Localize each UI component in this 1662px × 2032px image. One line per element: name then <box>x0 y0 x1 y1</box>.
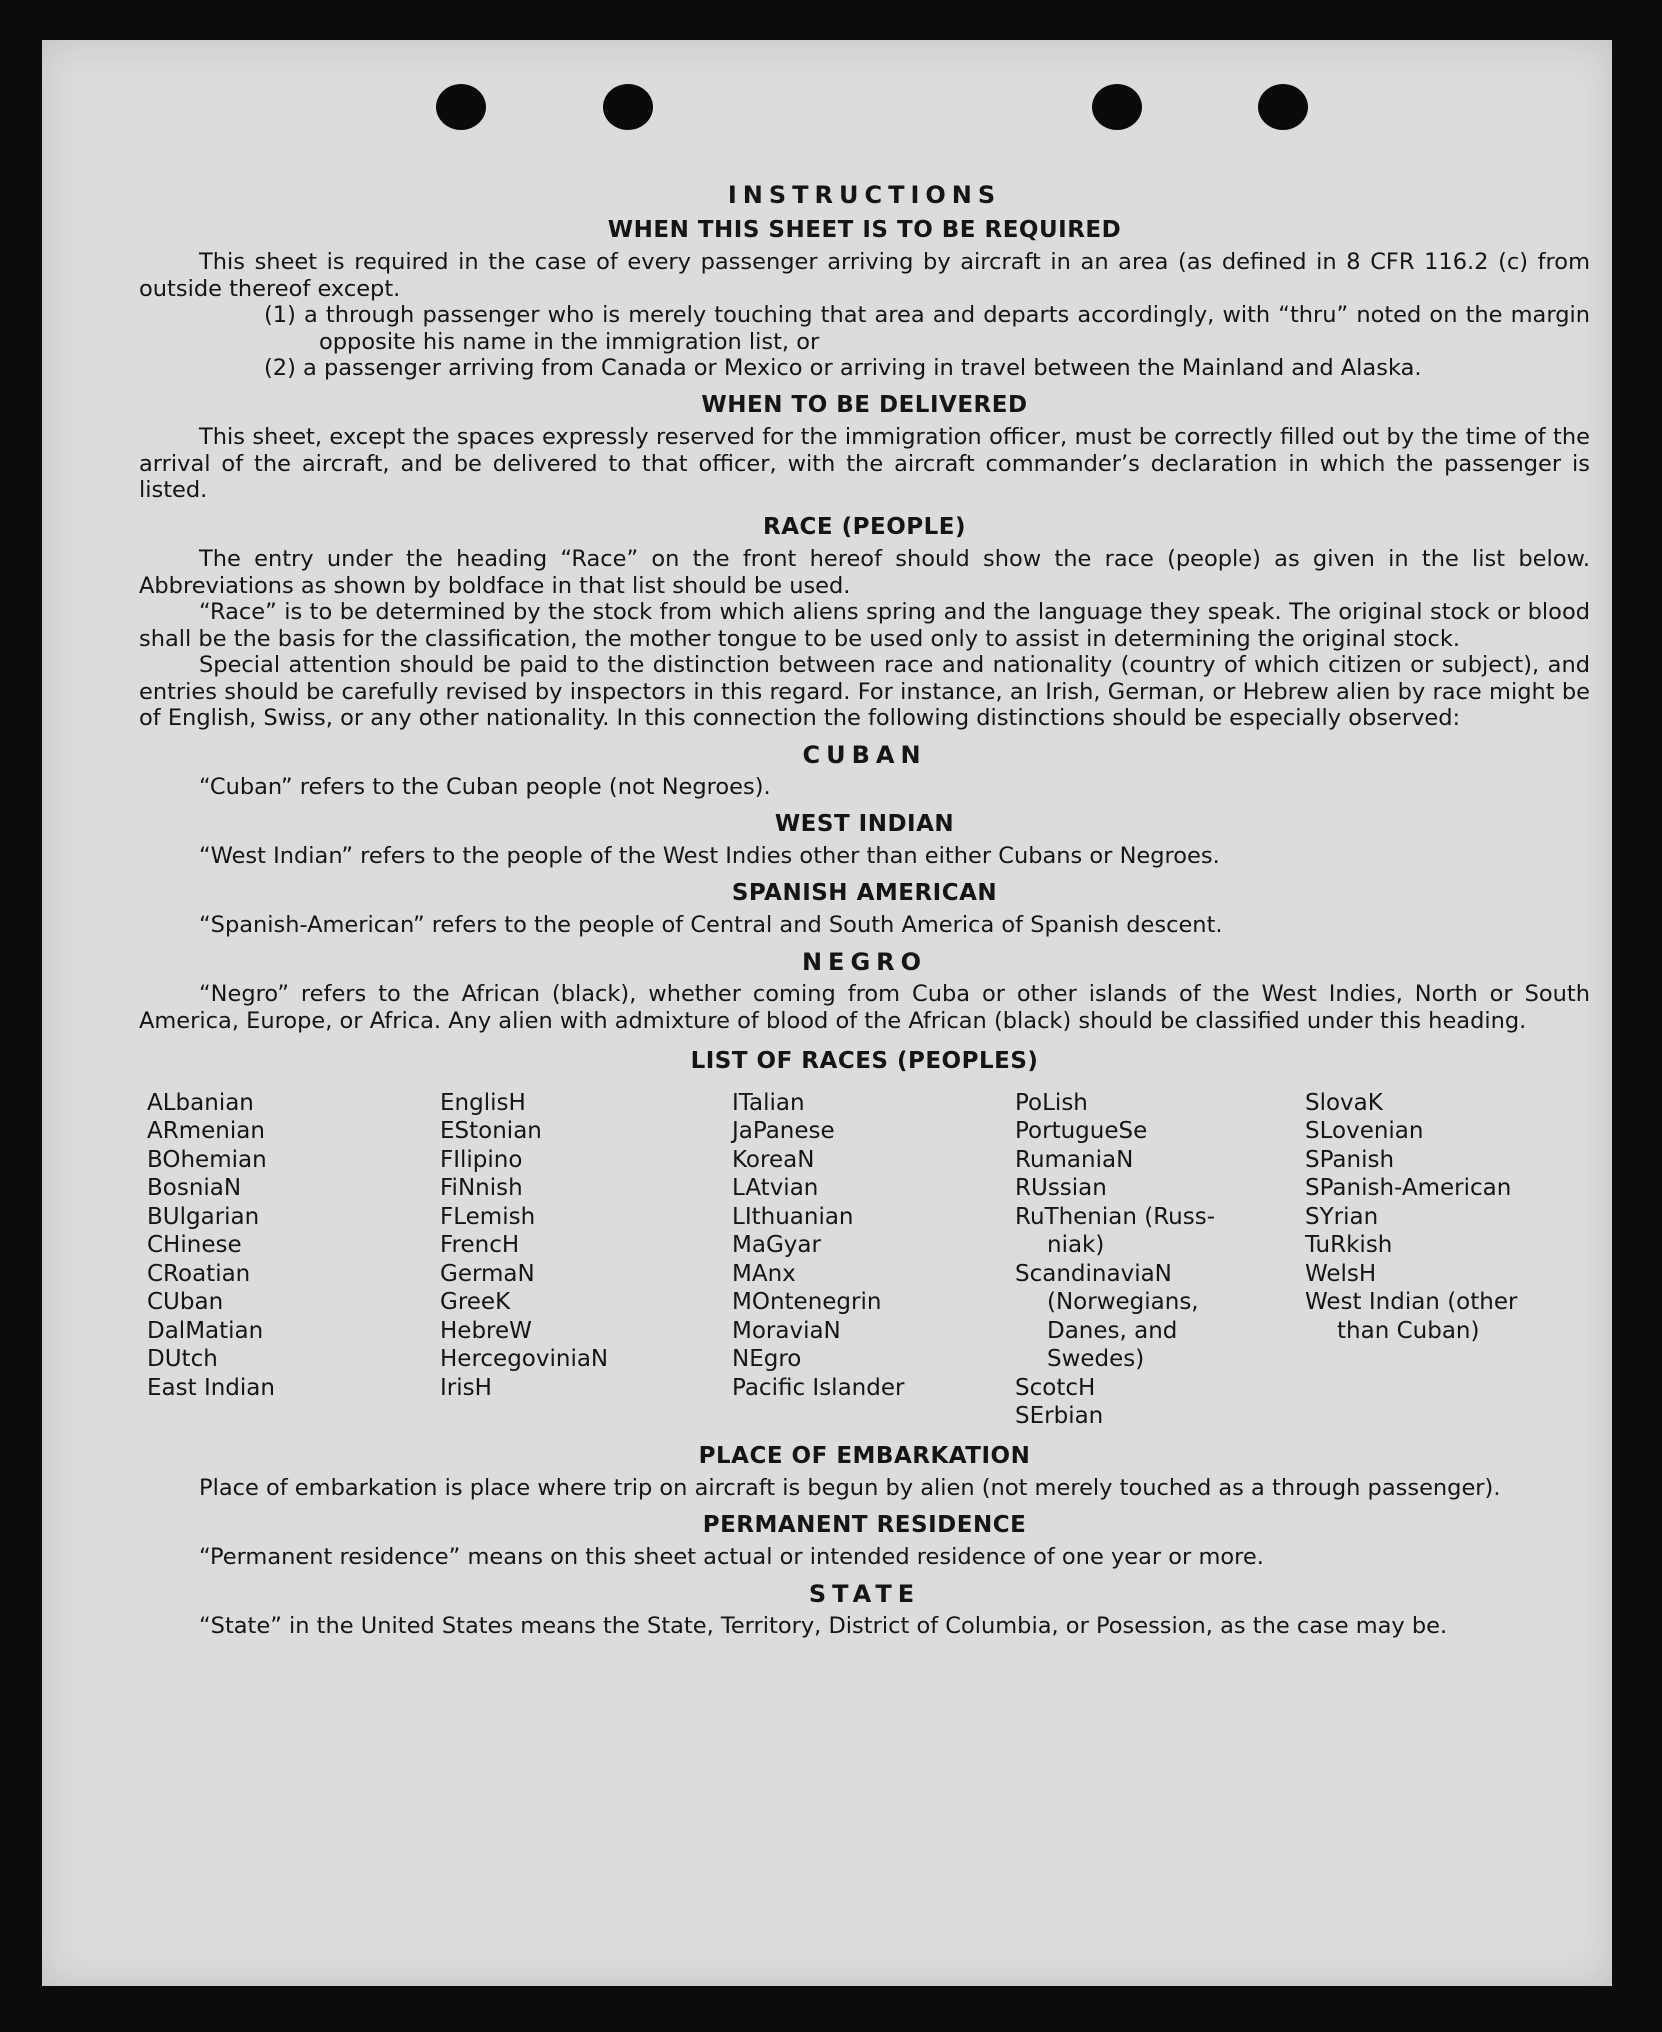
section-heading: WHEN THIS SHEET IS TO BE REQUIRED <box>607 216 1122 243</box>
race-entry: BOhemian <box>147 1146 267 1173</box>
section-west-indian <box>139 811 1590 870</box>
race-entry: DUtch <box>147 1346 218 1372</box>
punch-hole <box>1092 84 1142 130</box>
race-entry: FrencH <box>440 1232 520 1258</box>
section-list-of-races <box>139 1048 1590 1431</box>
race-column <box>147 1089 440 1431</box>
race-column <box>1015 1089 1305 1431</box>
race-entry: RumaniaN <box>1015 1146 1134 1173</box>
race-entry: HercegoviniaN <box>440 1346 609 1372</box>
race-entry: ITalian <box>732 1089 805 1116</box>
race-entry: MoraviaN <box>732 1317 841 1344</box>
paragraph: “Negro” refers to the African (black), whether coming from Cuba or other islands of the West Indies, North or South America, Europe, or Africa. Any alien with admixture of blood of the African (black) should be classified under this heading. <box>139 981 1590 1034</box>
paragraph: The entry under the heading “Race” on the front hereof should show the race (people) as given in the list below. Abbreviations as shown by boldface in that list should be used. <box>139 546 1590 599</box>
paragraph: Special attention should be paid to the distinction between race and nationality (country of which citizen or subject), and entries should be carefully revised by inspectors in this regard. For instance, an Irish, German, or Hebrew alien by race might be of English, Swiss, or any other nationality. In this connection the following distinctions should be especially observed: <box>139 652 1590 731</box>
paragraph: “Permanent residence” means on this sheet actual or intended residence of one year or more. <box>199 1544 1264 1570</box>
section-spanish-american <box>139 880 1590 939</box>
race-entry: Swedes) <box>1047 1346 1145 1372</box>
section-place-of-embarkation <box>139 1443 1590 1502</box>
race-entry: East Indian <box>147 1374 275 1401</box>
race-entry: CUban <box>147 1289 224 1315</box>
race-entry: FIlipino <box>440 1146 523 1173</box>
race-entry: SPanish-American <box>1305 1175 1512 1201</box>
section-heading: RACE (PEOPLE) <box>763 513 966 540</box>
race-entry: NEgro <box>732 1346 802 1372</box>
race-entry: HebreW <box>440 1317 532 1344</box>
paragraph: This sheet, except the spaces expressly reserved for the immigration officer, must be correctly filled out by the time of the arrival of the aircraft, and be delivered to that officer, with the aircraft commander’s declaration in which the passenger is listed. <box>139 424 1590 503</box>
race-entry: ALbanian <box>147 1089 254 1116</box>
section-cuban <box>139 742 1590 801</box>
race-entry: FLemish <box>440 1203 536 1230</box>
race-entry: West Indian (other <box>1305 1289 1518 1315</box>
section-when-delivered <box>139 392 1590 504</box>
race-entry: SPanish <box>1305 1146 1395 1173</box>
race-list <box>147 1089 1590 1431</box>
section-negro <box>139 949 1590 1035</box>
race-entry: MOntenegrin <box>732 1289 882 1315</box>
race-entry: SLovenian <box>1305 1118 1424 1144</box>
race-entry: ScotcH <box>1015 1374 1096 1401</box>
race-entry: TuRkish <box>1305 1232 1393 1258</box>
section-heading: CUBAN <box>802 740 927 769</box>
race-entry: PortugueSe <box>1015 1118 1148 1144</box>
paragraph: “State” in the United States means the State, Territory, District of Columbia, or Posession, as the case may be. <box>199 1613 1448 1639</box>
race-entry: PoLish <box>1015 1089 1088 1116</box>
paragraph: This sheet is required in the case of every passenger arriving by aircraft in an area (as defined in 8 CFR 116.2 (c) from outside thereof except. <box>139 249 1590 302</box>
race-entry: (Norwegians, <box>1047 1289 1199 1315</box>
section-state <box>139 1581 1590 1640</box>
section-heading: WEST INDIAN <box>774 810 955 837</box>
race-entry: ScandinaviaN <box>1015 1260 1172 1287</box>
race-entry: WelsH <box>1305 1260 1377 1287</box>
document-sheet <box>42 40 1612 1986</box>
section-heading: NEGRO <box>801 947 928 976</box>
paragraph: “Spanish-American” refers to the people of Central and South America of Spanish descent. <box>199 912 1223 938</box>
race-entry: than Cuban) <box>1337 1317 1480 1344</box>
race-entry: ARmenian <box>147 1118 265 1144</box>
race-entry: LAtvian <box>732 1175 819 1201</box>
race-entry: EnglisH <box>440 1089 526 1116</box>
race-entry: Danes, and <box>1047 1317 1178 1344</box>
section-heading: SPANISH AMERICAN <box>731 879 998 906</box>
race-entry: KoreaN <box>732 1146 815 1173</box>
race-entry: GermaN <box>440 1260 535 1287</box>
race-entry: CHinese <box>147 1232 242 1258</box>
paragraph: “West Indian” refers to the people of the West Indies other than either Cubans or Negroes. <box>199 843 1220 869</box>
punch-hole <box>603 84 653 130</box>
race-entry: RUssian <box>1015 1175 1107 1201</box>
paragraph: Place of embarkation is place where trip on aircraft is begun by alien (not merely touched as a through passenger). <box>199 1475 1501 1501</box>
paragraph: “Cuban” refers to the Cuban people (not Negroes). <box>199 774 771 800</box>
race-entry: EStonian <box>440 1118 542 1144</box>
race-entry: SErbian <box>1015 1403 1104 1429</box>
section-heading: STATE <box>808 1579 921 1608</box>
race-entry: MaGyar <box>732 1232 821 1258</box>
race-entry: IrisH <box>440 1374 492 1401</box>
section-heading: PLACE OF EMBARKATION <box>698 1442 1031 1469</box>
race-entry: RuThenian (Russ- <box>1015 1203 1216 1230</box>
section-heading: WHEN TO BE DELIVERED <box>701 391 1028 418</box>
race-entry: FiNnish <box>440 1175 523 1201</box>
race-column <box>732 1089 1015 1431</box>
race-entry: SYrian <box>1305 1203 1379 1230</box>
instructions-content <box>139 182 1590 1640</box>
page-title: INSTRUCTIONS <box>727 181 1002 209</box>
race-entry: SlovaK <box>1305 1089 1383 1116</box>
paragraph: “Race” is to be determined by the stock from which aliens spring and the language they speak. The original stock or blood shall be the basis for the classification, the mother tongue to be used only to assist in determining the original stock. <box>139 599 1590 652</box>
race-entry: niak) <box>1047 1232 1105 1258</box>
race-entry: GreeK <box>440 1289 511 1315</box>
section-race <box>139 514 1590 732</box>
punch-hole <box>436 84 486 130</box>
race-entry: MAnx <box>732 1260 796 1287</box>
section-when-required <box>139 217 1590 382</box>
race-entry: JaPanese <box>732 1118 835 1144</box>
race-entry: BosniaN <box>147 1175 242 1201</box>
race-entry: Pacific Islander <box>732 1374 905 1401</box>
race-column <box>440 1089 732 1431</box>
list-item: (2) a passenger arriving from Canada or Mexico or arriving in travel between the Mainland and Alaska. <box>264 355 1422 381</box>
race-entry: LIthuanian <box>732 1203 854 1230</box>
section-heading: LIST OF RACES (PEOPLES) <box>690 1048 1039 1074</box>
section-heading: PERMANENT RESIDENCE <box>702 1511 1027 1538</box>
race-entry: BUlgarian <box>147 1203 260 1230</box>
race-entry: DalMatian <box>147 1317 264 1344</box>
list-item: (1) a through passenger who is merely touching that area and departs accordingly, with “thru” noted on the margin opposite his name in the immigration list, or <box>264 302 1590 355</box>
race-entry: CRoatian <box>147 1260 251 1287</box>
punch-hole <box>1258 84 1308 130</box>
section-permanent-residence <box>139 1512 1590 1571</box>
race-column <box>1305 1089 1585 1431</box>
